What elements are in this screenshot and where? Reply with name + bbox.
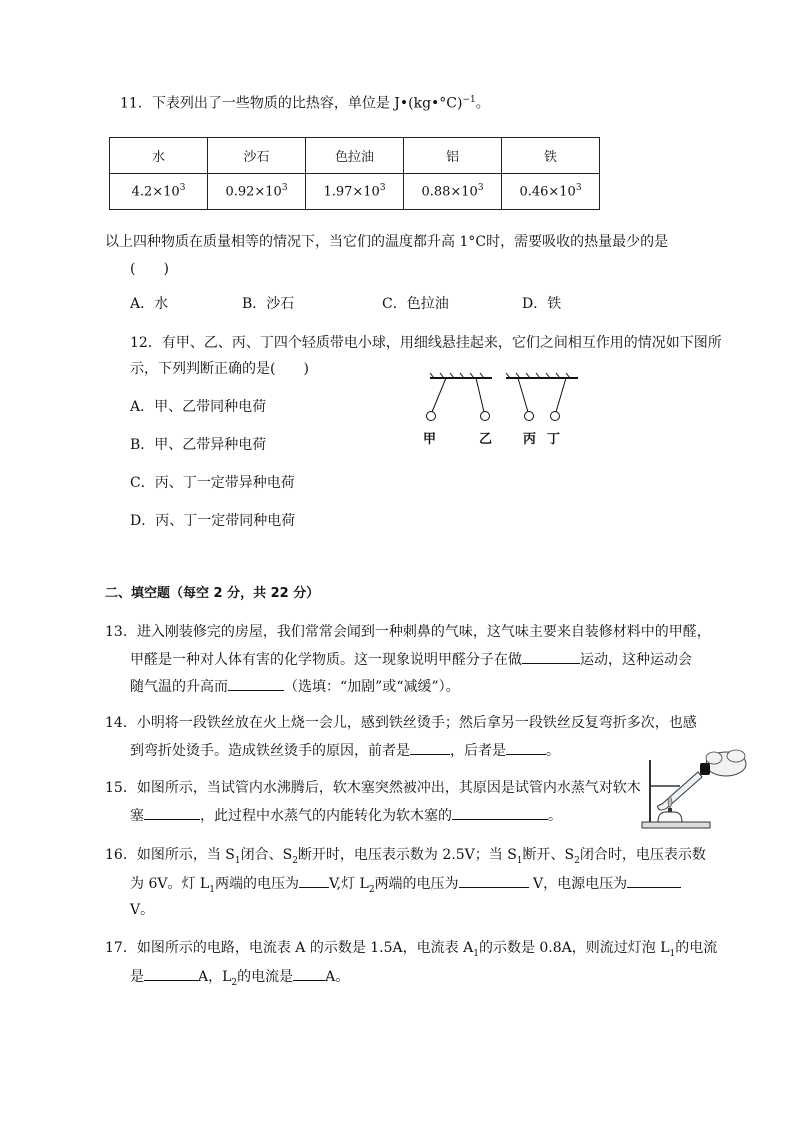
table-cell: $0.46\times 10^3$ bbox=[502, 174, 600, 210]
answer-blank[interactable] bbox=[627, 873, 681, 888]
table-cell: $1.97\times 10^3$ bbox=[306, 174, 404, 210]
answer-blank[interactable] bbox=[299, 873, 329, 888]
table-header-cell: 铁 bbox=[502, 138, 600, 174]
answer-blank[interactable] bbox=[506, 740, 546, 755]
q12-option-b: B．甲、乙带异种电荷 bbox=[130, 437, 267, 453]
q13-line1: 13．进入刚装修完的房屋，我们常常会闻到一种刺鼻的气味，这气味主要来自装修材料中的甲醛， bbox=[105, 624, 711, 640]
answer-blank[interactable] bbox=[293, 966, 325, 981]
q11-option-d: D．铁 bbox=[522, 296, 562, 312]
q14-line2: 到弯折处烫手。造成铁丝烫手的原因，前者是 ，后者是 。 bbox=[130, 740, 560, 761]
table-header-cell: 沙石 bbox=[208, 138, 306, 174]
table-row bbox=[110, 174, 600, 210]
table-header-cell: 水 bbox=[110, 138, 208, 174]
steam-cloud bbox=[706, 750, 746, 776]
label-jia: 甲 bbox=[423, 432, 437, 447]
left-support bbox=[430, 373, 492, 378]
q15-line2: 塞 ，此过程中水蒸气的内能转化为软木塞的 。 bbox=[130, 805, 562, 826]
q12-line2: 示，下列判断正确的是( ) bbox=[130, 361, 309, 377]
q15-line1: 15．如图所示，当试管内水沸腾后，软木塞突然被冲出，其原因是试管内水蒸气对软木 bbox=[105, 780, 641, 796]
table-header-cell: 铝 bbox=[404, 138, 502, 174]
q11-option-c: C．色拉油 bbox=[382, 296, 449, 312]
section-title: 二、填空题（每空 2 分，共 22 分） bbox=[105, 586, 320, 601]
ball-bing bbox=[518, 378, 534, 421]
q11-answer-paren: ( ) bbox=[130, 261, 169, 277]
right-support bbox=[506, 373, 578, 378]
label-ding: 丁 bbox=[547, 432, 561, 447]
answer-blank[interactable] bbox=[144, 805, 200, 820]
q12-option-c: C．丙、丁一定带异种电荷 bbox=[130, 475, 295, 491]
cork bbox=[700, 763, 710, 775]
q11-question: 以上四种物质在质量相等的情况下，当它们的温度都升高 1°C时，需要吸收的热量最少的是 bbox=[105, 234, 669, 250]
q16-line2: 为 6V。灯 $L_1$两端的电压为 V,灯 $L_2$两端的电压为 V，电源电压为 bbox=[130, 873, 681, 900]
q13-line3: 随气温的升高而 （选填：“加剧”或“减缓”）。 bbox=[130, 676, 460, 697]
ball-yi bbox=[476, 378, 490, 421]
answer-blank[interactable] bbox=[228, 676, 284, 691]
q12-line1: 12．有甲、乙、丙、丁四个轻质带电小球，用细线悬挂起来，它们之间相互作用的情况如下图所 bbox=[130, 335, 722, 351]
answer-blank[interactable] bbox=[144, 966, 198, 981]
test-tube bbox=[658, 772, 703, 810]
table-cell: $4.2\times 10^3$ bbox=[110, 174, 208, 210]
q17-line1: 17．如图所示的电路，电流表 A 的示数是 1.5A，电流表 $A_1$的示数是 0.8A，则流过灯泡 $L_1$的电流 bbox=[105, 940, 718, 959]
table-header-row bbox=[110, 138, 600, 174]
q14-line1: 14．小明将一段铁丝放在火上烧一会儿，感到铁丝烫手；然后拿另一段铁丝反复弯折多次，也感 bbox=[105, 715, 697, 731]
q12-option-d: D．丙、丁一定带同种电荷 bbox=[130, 513, 296, 529]
ball-jia bbox=[427, 378, 447, 421]
q12-option-a: A．甲、乙带同种电荷 bbox=[130, 399, 267, 415]
q16-line1: 16．如图所示，当 $S_1$闭合、$S_2$断开时，电压表示数为 2.5V；当 $S_1$断开、$S_2$闭合时，电压表示数 bbox=[105, 847, 706, 866]
answer-blank[interactable] bbox=[410, 740, 450, 755]
table-cell: $0.92\times 10^3$ bbox=[208, 174, 306, 210]
q13-line2: 甲醛是一种对人体有害的化学物质。这一现象说明甲醛分子在做 运动，这种运动会 bbox=[130, 649, 692, 670]
q11-option-b: B．沙石 bbox=[242, 296, 295, 312]
answer-blank[interactable] bbox=[452, 805, 548, 820]
charged-balls-figure bbox=[420, 372, 590, 447]
q17-line2: 是 A，$L_2$的电流是 A。 bbox=[130, 966, 349, 993]
q11-intro: 11．下表列出了一些物质的比热容，单位是 J•(kg•°C)$^{-1}$。 bbox=[120, 95, 490, 112]
answer-blank[interactable] bbox=[522, 649, 580, 664]
specific-heat-table bbox=[109, 137, 600, 210]
answer-blank[interactable] bbox=[459, 873, 529, 888]
label-yi: 乙 bbox=[479, 432, 493, 447]
table-cell: $0.88\times 10^3$ bbox=[404, 174, 502, 210]
q11-option-a: A．水 bbox=[130, 296, 169, 312]
test-tube-apparatus-figure bbox=[640, 746, 750, 832]
table-header-cell: 色拉油 bbox=[306, 138, 404, 174]
q16-line3: V。 bbox=[130, 902, 155, 918]
label-bing: 丙 bbox=[523, 432, 537, 447]
ball-ding bbox=[551, 378, 567, 421]
